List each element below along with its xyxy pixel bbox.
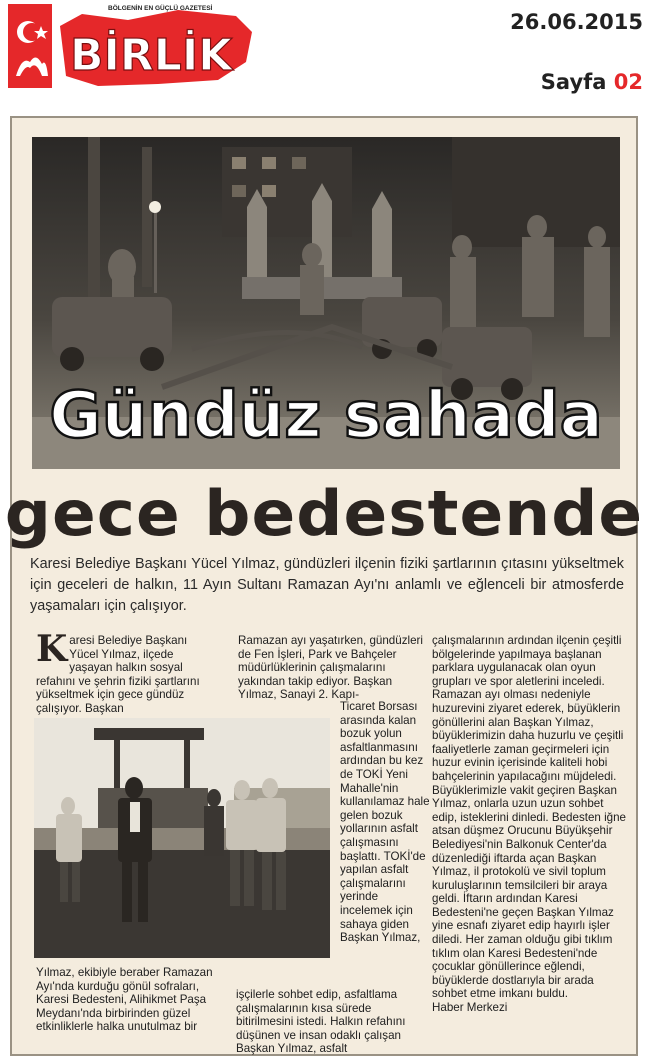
body-column-1-top (36, 628, 218, 716)
byline: Haber Merkezi (432, 1001, 508, 1015)
birlik-logo (8, 2, 254, 90)
lead-paragraph: Karesi Belediye Başkanı Yücel Yılmaz, gündüzleri ilçenin fiziki şartlarının çıtasını yükseltmek için geceleri de halkın, 11 Ayın Sultanı Ramazan Ayı'nı anlamlı ve eğlenceli bir atmosferde yaşamaları için çalışıyor. (30, 556, 624, 614)
col1-top-text: aresi Belediye Başkanı Yücel Yılmaz, ilçede yaşayan halkın sosyal refahını ve şehrin fiziki şartlarını yükseltmek için gece gündüz çalışıyor. Başkan (36, 634, 200, 715)
logo-tagline: BÖLGENİN EN GÜÇLÜ GAZETESİ (108, 5, 213, 12)
page-label: Sayfa (540, 70, 607, 94)
issue-date: 26.06.2015 (510, 10, 643, 34)
logo-wordmark: BİRLİK (70, 30, 233, 81)
col3-text: çalışmalarının ardından ilçenin çeşitli bölgelerinde yapılmaya başlanan parklara uygulanacak olan oyun grupları ve spor aletlerini inceledi. Ramazan ayı olması nedeniyle huzurevini ziyaret ederek, büyüklerin gönüllerini alan Başkan Yılmaz, büyüklerimizin daha huzurlu ve çeşitli faaliyetlerle zaman geçirmeleri için huzur evinin içerisinde kaliteli hobi bahçelerinin yapılacağını müjdeledi. Büyüklerimizle vakit geçiren Başkan Yılmaz, onlarla uzun uzun sohbet edip, isteklerini dinledi. Bedesten iğne atsan düşmez Orucunu Büyükşehir Belediyesi'nin Balkonuk Center'da düzenlediği iftarda açan Başkan Yılmaz, il protokolü ve sivil toplum kuruluşlarının temsilcileri bir araya geldi. İftarın ardından Karesi Bedesteni'ne geçen Başkan Yılmaz yine esnafı ziyaret edip hayırlı işler diledi. Her zaman olduğu gibi tıklım tıklım olan Karesi Bedesteni'nde çocuklar gönüllerince eğlendi, büyüklerde dostlarıyla bir arada sohbet etme imkanı buldu. (432, 634, 626, 1001)
page-number: 02 (613, 70, 643, 94)
night-amusement-photo (32, 137, 620, 469)
body-column-2-top: Ramazan ayı yaşatırken, gündüzleri de Fen İşleri, Park ve Bahçeler müdürlüklerinin çalışmalarını yakından takip ediyor. Başkan Yılmaz, Sanayi 2. Kapı- (238, 634, 423, 702)
body-column-2-narrow: Ticaret Borsası arasında kalan bozuk yolun asfaltlanmasını ardından bu kez de TOKİ Yeni Mahalle'nin kullanılamaz hale gelen bozuk yollarının asfalt çalışmasını başlattı. TOKİ'de yapılan asfalt çalışmalarını yerinde incelemek için sahaya giden Başkan Yılmaz, (340, 700, 430, 945)
headline-line2: gece bedestende (4, 477, 644, 550)
body-column-2-bottom: işçilerle sohbet edip, asfaltlama çalışmalarının kısa sürede bitirilmesini istedi. Halkın refahını düşünen ve insan odaklı çalışan Başkan Yılmaz, asfalt (236, 988, 406, 1056)
asphalt-site-photo (34, 718, 330, 958)
body-column-1-bottom: Yılmaz, ekibiyle beraber Ramazan Ayı'nda kurduğu gönül sofraları, Karesi Bedesteni, Alihikmet Paşa Meydanı'nda birbirinden güzel etkinliklerle halka unutulmaz bir (36, 966, 213, 1034)
headline-line1: Gündüz sahada (49, 379, 603, 453)
body-column-3 (432, 634, 626, 1015)
page-indicator (541, 70, 643, 94)
dropcap: K (36, 628, 68, 670)
